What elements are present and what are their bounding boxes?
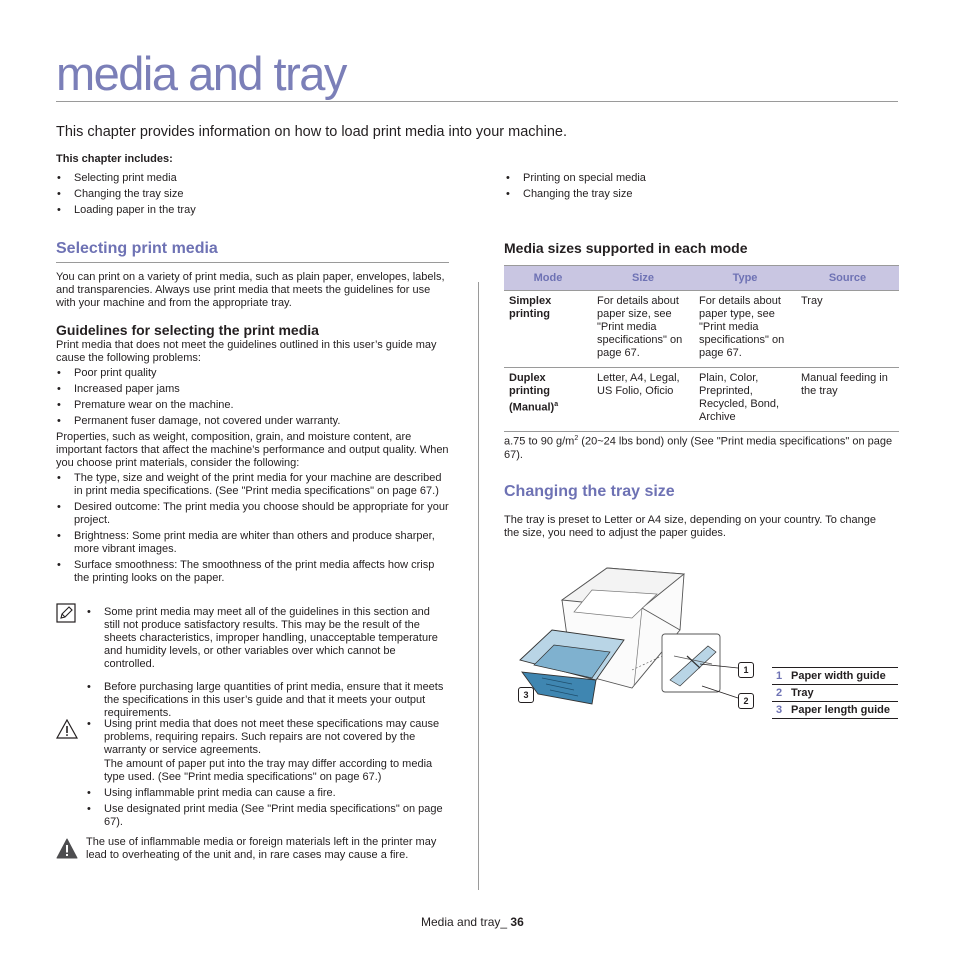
tray-paragraph: The tray is preset to Letter or A4 size, depending on your country. To change the size, you need to adjust the paper guides. bbox=[504, 514, 876, 539]
callout-2: 2 bbox=[738, 693, 754, 709]
table-cell-size: For details about paper size, see "Print media specifications" on page 67. bbox=[592, 291, 694, 368]
callout-1: 1 bbox=[738, 662, 754, 678]
table-cell-type: For details about paper type, see "Print media specifications" on page 67. bbox=[694, 291, 796, 368]
media-sizes-table bbox=[504, 265, 899, 432]
list-item: • Selecting print media bbox=[56, 172, 436, 185]
list-item: • Changing the tray size bbox=[505, 188, 885, 201]
caution-triangle-icon bbox=[56, 719, 78, 744]
legend-label: Tray bbox=[788, 685, 898, 702]
list-item: • Changing the tray size bbox=[56, 188, 436, 201]
section-title-changing-tray-size: Changing the tray size bbox=[504, 483, 675, 500]
column-header-size: Size bbox=[592, 266, 694, 291]
legend-label: Paper width guide bbox=[788, 668, 898, 685]
page-title: media and tray bbox=[56, 47, 346, 100]
includes-list-right bbox=[505, 172, 885, 204]
guidelines-paragraph: Print media that does not meet the guidelines outlined in this user’s guide may cause the following problems: bbox=[56, 339, 437, 364]
left-column bbox=[56, 271, 449, 588]
footnote-text-pre: a.75 to 90 g/m bbox=[504, 435, 575, 448]
note-list bbox=[86, 606, 448, 723]
list-item: • Surface smoothness: The smoothness of the print media affects how crisp the printing looks on the paper. bbox=[56, 559, 449, 585]
legend-label: Paper length guide bbox=[788, 702, 898, 719]
table-heading: Media sizes supported in each mode bbox=[504, 240, 748, 256]
list-item: • Desired outcome: The print media you choose should be appropriate for your project. bbox=[56, 501, 449, 527]
list-item: • Some print media may meet all of the guidelines in this section and still not produce satisfactory results. This may be the result of the sheets characteristics, improper handling, unacceptable temperature and humidity levels, or other variables over which cannot be controlled. bbox=[86, 606, 448, 671]
caution-paragraph: The amount of paper put into the tray may differ according to media type used. (See "Print media specifications" on page 67.) bbox=[104, 758, 433, 783]
table-footnote bbox=[504, 432, 899, 462]
warning-filled-triangle-icon bbox=[56, 838, 78, 864]
legend-number: 3 bbox=[772, 702, 788, 719]
section-paragraph: You can print on a variety of print media, such as plain paper, envelopes, labels, and transparencies. Always use print media that meets the guidelines for use with your machine and from the appropriate tray. bbox=[56, 271, 445, 309]
table-cell-source: Manual feeding in the tray bbox=[796, 368, 899, 432]
note-pencil-icon bbox=[56, 603, 76, 628]
caution-first-text: Using print media that does not meet these specifications may cause problems, requiring repairs. Such repairs are not covered by the warranty or service agreements. bbox=[104, 718, 440, 756]
column-header-mode: Mode bbox=[504, 266, 592, 291]
properties-paragraph: Properties, such as weight, composition, grain, and moisture content, are important factors that affect the machine’s performance and output quality. When you choose print materials, consider the following: bbox=[56, 431, 449, 469]
caution-list bbox=[86, 718, 448, 832]
column-divider bbox=[478, 282, 479, 890]
list-item: • Premature wear on the machine. bbox=[56, 399, 449, 412]
table-cell-size: Letter, A4, Legal, US Folio, Oficio bbox=[592, 368, 694, 432]
callout-3: 3 bbox=[518, 687, 534, 703]
chapter-intro: This chapter provides information on how to load print media into your machine. bbox=[56, 124, 567, 140]
includes-list-left bbox=[56, 172, 436, 220]
table-row bbox=[504, 368, 899, 432]
printer-tray-illustration bbox=[512, 560, 762, 720]
footnote-superscript: 2 bbox=[574, 435, 579, 442]
table-row bbox=[504, 291, 899, 368]
mode-label: Duplex printing (Manual) bbox=[509, 372, 555, 414]
footer-label: Media and tray_ bbox=[421, 915, 508, 929]
list-item: • Before purchasing large quantities of print media, ensure that it meets the specifications in this user’s guide and that it meets your output requirements. bbox=[86, 681, 448, 720]
warning-paragraph: The use of inflammable media or foreign materials left in the printer may lead to overheating of the unit and, in rare cases may cause a fire. bbox=[86, 836, 437, 861]
column-header-type: Type bbox=[694, 266, 796, 291]
legend-number: 2 bbox=[772, 685, 788, 702]
column-header-source: Source bbox=[796, 266, 899, 291]
includes-label: This chapter includes: bbox=[56, 153, 173, 165]
list-item: • Printing on special media bbox=[505, 172, 885, 185]
table-cell-type: Plain, Color, Preprinted, Recycled, Bond, Archive bbox=[694, 368, 796, 432]
section-divider bbox=[56, 262, 449, 263]
list-item: • The type, size and weight of the print media for your machine are described in print media specifications. (See "Print media specifications" on page 67.) bbox=[56, 472, 449, 498]
list-item: • Brightness: Some print media are whiter than others and produce sharper, more vibrant images. bbox=[56, 530, 449, 556]
footnote-text-post: (20~24 lbs bond) only (See "Print media specifications" on page 67). bbox=[504, 435, 893, 461]
legend-row bbox=[772, 702, 898, 719]
legend-row bbox=[772, 685, 898, 702]
list-item bbox=[86, 718, 448, 784]
problems-list bbox=[56, 367, 449, 428]
guidelines-heading: Guidelines for selecting the print media bbox=[56, 322, 319, 338]
table-cell-source: Tray bbox=[796, 291, 899, 368]
title-divider bbox=[56, 101, 898, 102]
list-item: • Permanent fuser damage, not covered under warranty. bbox=[56, 415, 449, 428]
considerations-list bbox=[56, 472, 449, 585]
list-item: • Increased paper jams bbox=[56, 383, 449, 396]
page-number: 36 bbox=[510, 915, 524, 929]
legend-number: 1 bbox=[772, 668, 788, 685]
footnote-marker: a bbox=[554, 401, 559, 408]
table-cell-mode: Simplex printing bbox=[504, 291, 592, 368]
list-item: • Poor print quality bbox=[56, 367, 449, 380]
list-item: • Loading paper in the tray bbox=[56, 204, 436, 217]
table-cell-mode bbox=[504, 368, 592, 432]
table-header-row bbox=[504, 266, 899, 291]
list-item: • Using inflammable print media can cause a fire. bbox=[86, 787, 448, 800]
legend-row bbox=[772, 668, 898, 685]
list-item: • Use designated print media (See "Print media specifications" on page 67). bbox=[86, 803, 448, 829]
illustration-legend bbox=[772, 667, 898, 719]
page-footer bbox=[421, 915, 524, 929]
section-title-selecting-print-media: Selecting print media bbox=[56, 240, 218, 257]
